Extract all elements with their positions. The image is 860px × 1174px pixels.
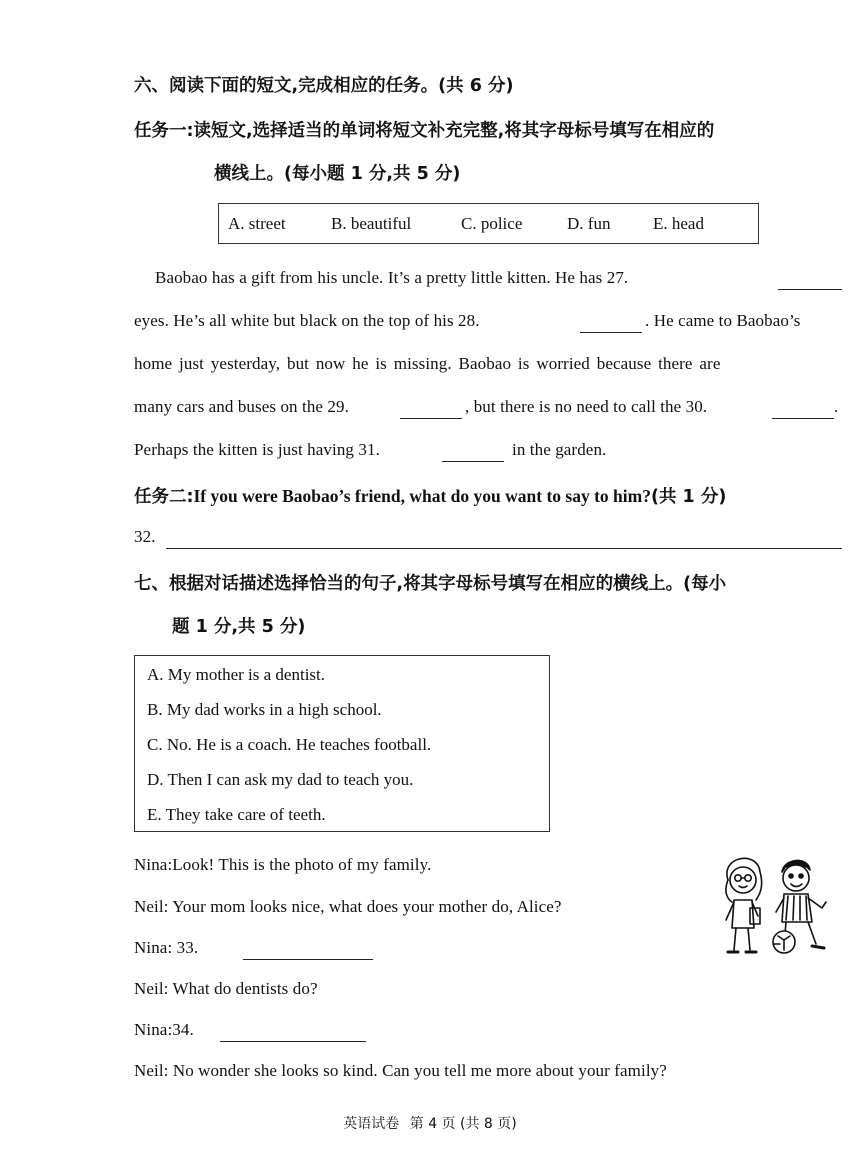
word-option: B. beautiful: [331, 214, 412, 233]
section6-heading: 六、阅读下面的短文,完成相应的任务。(共 6 分): [134, 76, 514, 96]
footer-subject: 英语试卷: [343, 1116, 400, 1132]
passage-text: Baobao has a gift from his uncle. It’s a pretty little kitten. He has 27.: [155, 268, 629, 287]
word-option: C. police: [461, 214, 523, 233]
passage-line: [134, 311, 480, 331]
passage-text: in the garden.: [512, 440, 607, 459]
passage-line: home just yesterday, but now he is missing. Baobao is worried because there are: [134, 354, 721, 373]
blank-33[interactable]: [243, 946, 373, 960]
passage-line: [155, 268, 628, 288]
q32-label: 32.: [134, 527, 156, 546]
section7-heading-line2: 题 1 分,共 5 分): [172, 617, 306, 637]
section7-heading-line1: 七、根据对话描述选择恰当的句子,将其字母标号填写在相应的横线上。(每小: [134, 574, 727, 594]
blank-28[interactable]: [580, 319, 642, 333]
footer-page: 第 4 页 (共 8 页): [409, 1116, 517, 1132]
passage-text: . He came to Baobao’s: [645, 311, 801, 330]
sentence-option: B. My dad works in a high school.: [147, 700, 382, 719]
blank-27[interactable]: [778, 276, 842, 290]
task1-instruction-line1: 任务一:读短文,选择适当的单词将短文补充完整,将其字母标号填写在相应的: [134, 121, 715, 141]
blank-34[interactable]: [220, 1028, 366, 1042]
boy-figure: [773, 860, 826, 953]
word-option: E. head: [653, 214, 704, 233]
answer-line-32[interactable]: [166, 548, 842, 549]
dialogue-line: Neil: Your mom looks nice, what does your mother do, Alice?: [134, 897, 562, 916]
word-option: D. fun: [567, 214, 611, 233]
dialogue-line: Nina:34.: [134, 1020, 194, 1039]
task1-instruction-line2: 横线上。(每小题 1 分,共 5 分): [214, 164, 461, 184]
word-option: A. street: [228, 214, 286, 233]
blank-31[interactable]: [442, 448, 504, 462]
passage-text: many cars and buses on the 29.: [134, 397, 349, 416]
word-options-box: [218, 203, 759, 244]
passage-text: Perhaps the kitten is just having 31.: [134, 440, 380, 459]
blank-29[interactable]: [400, 405, 462, 419]
dialogue-line: Nina: 33.: [134, 938, 199, 957]
sentence-options-box: [134, 655, 550, 832]
sentence-option: D. Then I can ask my dad to teach you.: [147, 770, 414, 789]
task2-question: If you were Baobao’s friend, what do you want to say to him?: [193, 486, 651, 506]
page-footer: [0, 1113, 860, 1133]
passage-text: , but there is no need to call the 30.: [465, 397, 708, 416]
sentence-option: C. No. He is a coach. He teaches football.: [147, 735, 432, 754]
dialogue-line: Neil: What do dentists do?: [134, 979, 318, 998]
sentence-option: E. They take care of teeth.: [147, 805, 326, 824]
passage-text: eyes. He’s all white but black on the top of his 28.: [134, 311, 480, 330]
blank-30[interactable]: [772, 405, 834, 419]
task2-score: (共 1 分): [650, 487, 727, 507]
girl-figure: [726, 858, 762, 952]
passage-text: .: [834, 397, 839, 416]
task2-line: [134, 483, 726, 508]
children-illustration: [712, 850, 844, 962]
dialogue-line: Neil: No wonder she looks so kind. Can you tell me more about your family?: [134, 1061, 667, 1080]
task2-prefix: 任务二:: [134, 487, 194, 507]
sentence-option: A. My mother is a dentist.: [147, 665, 326, 684]
dialogue-line: Nina:Look! This is the photo of my family.: [134, 855, 432, 874]
